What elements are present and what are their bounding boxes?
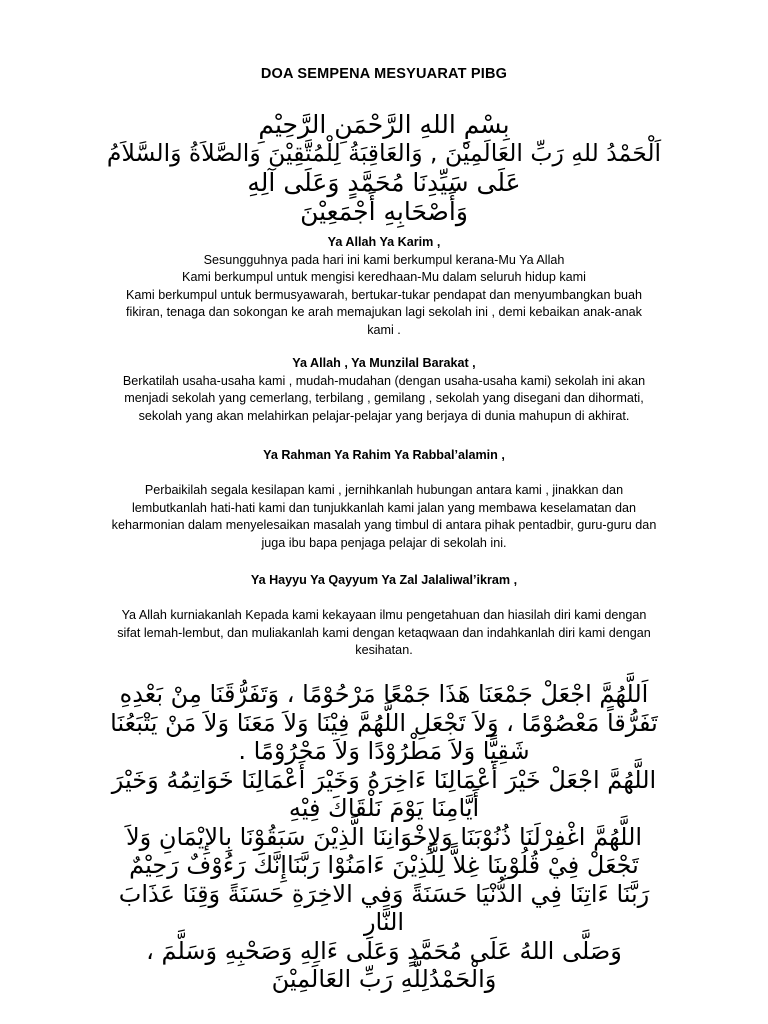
paragraph-line: Kami berkumpul untuk bermusyawarah, bertukar-tukar pendapat dan menyumbangkan buah — [126, 287, 642, 302]
blank-line — [110, 465, 658, 483]
paragraph-line: Sesungguhnya pada hari ini kami berkumpul kerana-Mu Ya Allah — [203, 252, 565, 267]
arabic-line: تَجْعَلْ فِيْ قُلُوْبِنَا غِلاًّ لِلَّذِيْنَ ءَامَنُوْا رَبَّنَاإِنَّكَ رَءُوْفٌ رَحِيْمٌ — [129, 851, 639, 879]
paragraph-line: Berkatilah usaha-usaha kami , mudah-mudahan (dengan usaha-usaha kami) sekolah ini akan — [122, 373, 646, 388]
arabic-line: تَفَرُّقاً مَعْصُوْمًا ، وَلاَ تَجْعَلِ اللَّهُمَّ فِيْنَا وَلاَ مَعَنَا وَلاَ مَنْ يَتْبَعُنَا — [110, 708, 658, 737]
arabic-line: وَالْحَمْدُلِلَّهِ رَبِّ العَالَمِيْنَ — [271, 965, 497, 993]
paragraph-line: keharmonian dalam menyelesaikan masalah yang timbul di antara pihak pentadbir, guru-guru dan — [111, 518, 657, 533]
section-ya-hayyu-ya-qayyum — [110, 572, 658, 660]
paragraph-line: Kami berkumpul untuk mengisi keredhaan-Mu dalam seluruh hidup kami — [182, 270, 586, 285]
paragraph-line: lembutkanlah hati-hati kami dan tunjukkanlah kami jalan yang membawa keselamatan dan — [131, 500, 637, 515]
paragraph-line: Ya Allah kurniakanlah Kepada kami kekayaan ilmu pengetahuan dan hiasilah diri kami dengan — [121, 608, 647, 623]
arabic-line: اللَّهُمَّ اجْعَلْ خَيْرَ أَعْمَالِنَا ءَاخِرَهُ وَخَيْرَ أَعْمَالِنَا خَوَاتِمُهُ وَخَيْرَ — [111, 765, 657, 794]
section-ya-allah-ya-karim — [110, 234, 658, 340]
paragraph-line: fikiran, tenaga dan sokongan ke arah memajukan lagi sekolah ini , demi kebaikan anak-anak — [126, 305, 642, 320]
arabic-line: عَلَى سَيِّدِنَا مُحَمَّدٍ وَعَلَى آلِهِ — [247, 168, 521, 197]
paragraph-line: sifat lemah-lembut, dan muliakanlah kami dengan ketaqwaan dan indahkanlah diri kami dengan — [117, 625, 651, 640]
paragraph-line: juga ibu bapa penjaga pelajar di sekolah ini. — [261, 535, 507, 550]
paragraph-line: menjadi sekolah yang cemerlang, terbilang , gemilang , sekolah yang disegani dan dihormati, — [124, 391, 644, 406]
section-ya-munzilal-barakat — [110, 355, 658, 425]
arabic-line: وَصَلَّى اللهُ عَلَى مُحَمَّدٍ وَعَلَى ءَالِهِ وَصَحْبِهِ وَسَلَّمَ ، — [146, 936, 622, 965]
paragraph-line: kesihatan. — [355, 643, 413, 658]
paragraph-line: kami . — [367, 322, 401, 337]
arabic-closing-prayer — [84, 680, 684, 994]
paragraph-line: Perbaikilah segala kesilapan kami , jernihkanlah hubungan antara kami , jinakkan dan — [144, 483, 624, 498]
arabic-line: اَلْحَمْدُ للهِ رَبِّ العَالَمِيْنَ , وَالعَاقِبَةُ لِلْمُتَّقِيْنَ وَالصَّلاَةُ وَالسَّلاَمُ — [106, 139, 662, 167]
arabic-line: النَّارِ — [363, 908, 405, 936]
arabic-line: بِسْمِ اللهِ الرَّحْمَنِ الرَّحِيْمِ — [258, 110, 510, 139]
arabic-line: اَللَّهُمَّ اجْعَلْ جَمْعَنَا هَذَا جَمْعًا مَرْحُوْمًا ، وَتَفَرُّقَنَا مِنْ بَعْدِهِ — [119, 680, 649, 708]
section-ya-rahman-ya-rahim — [110, 447, 658, 553]
arabic-line: اللَّهُمَّ اغْفِرْلَنَا ذُنُوْبَنَا وَلإِخْوَانِنَا الَّذِيْنَ سَبَقُوْنَا بِالإِيْمَانِ وَلاَ — [125, 822, 643, 851]
arabic-line: شَقِيًّا وَلاَ مَطْرُوْدًا وَلاَ مَحْرُوْمًا . — [238, 737, 530, 765]
section-heading: Ya Hayyu Ya Qayyum Ya Zal Jalaliwal’ikram , — [250, 573, 518, 587]
section-heading: Ya Allah , Ya Munzilal Barakat , — [292, 356, 476, 370]
paragraph-line: sekolah yang akan melahirkan pelajar-pelajar yang berjaya di dunia mahupun di akhirat. — [138, 408, 630, 423]
blank-line — [110, 590, 658, 608]
arabic-line: أَيَّامِنَا يَوْمَ نَلْقَاكَ فِيْهِ — [288, 794, 480, 822]
section-heading: Ya Rahman Ya Rahim Ya Rabbal’alamin , — [263, 448, 505, 462]
section-heading: Ya Allah Ya Karim , — [327, 235, 441, 249]
document-title: DOA SEMPENA MESYUARAT PIBG — [260, 66, 508, 82]
arabic-opening-prayer — [100, 110, 668, 226]
arabic-line: وَأَصْحَابِهِ أَجْمَعِيْنَ — [300, 197, 468, 226]
arabic-line: رَبَّنَا ءَاتِنَا فِي الدُّنْيَا حَسَنَةً وَفِي الاخِرَةِ حَسَنَةً وَقِنَا عَذَابَ — [118, 879, 650, 908]
